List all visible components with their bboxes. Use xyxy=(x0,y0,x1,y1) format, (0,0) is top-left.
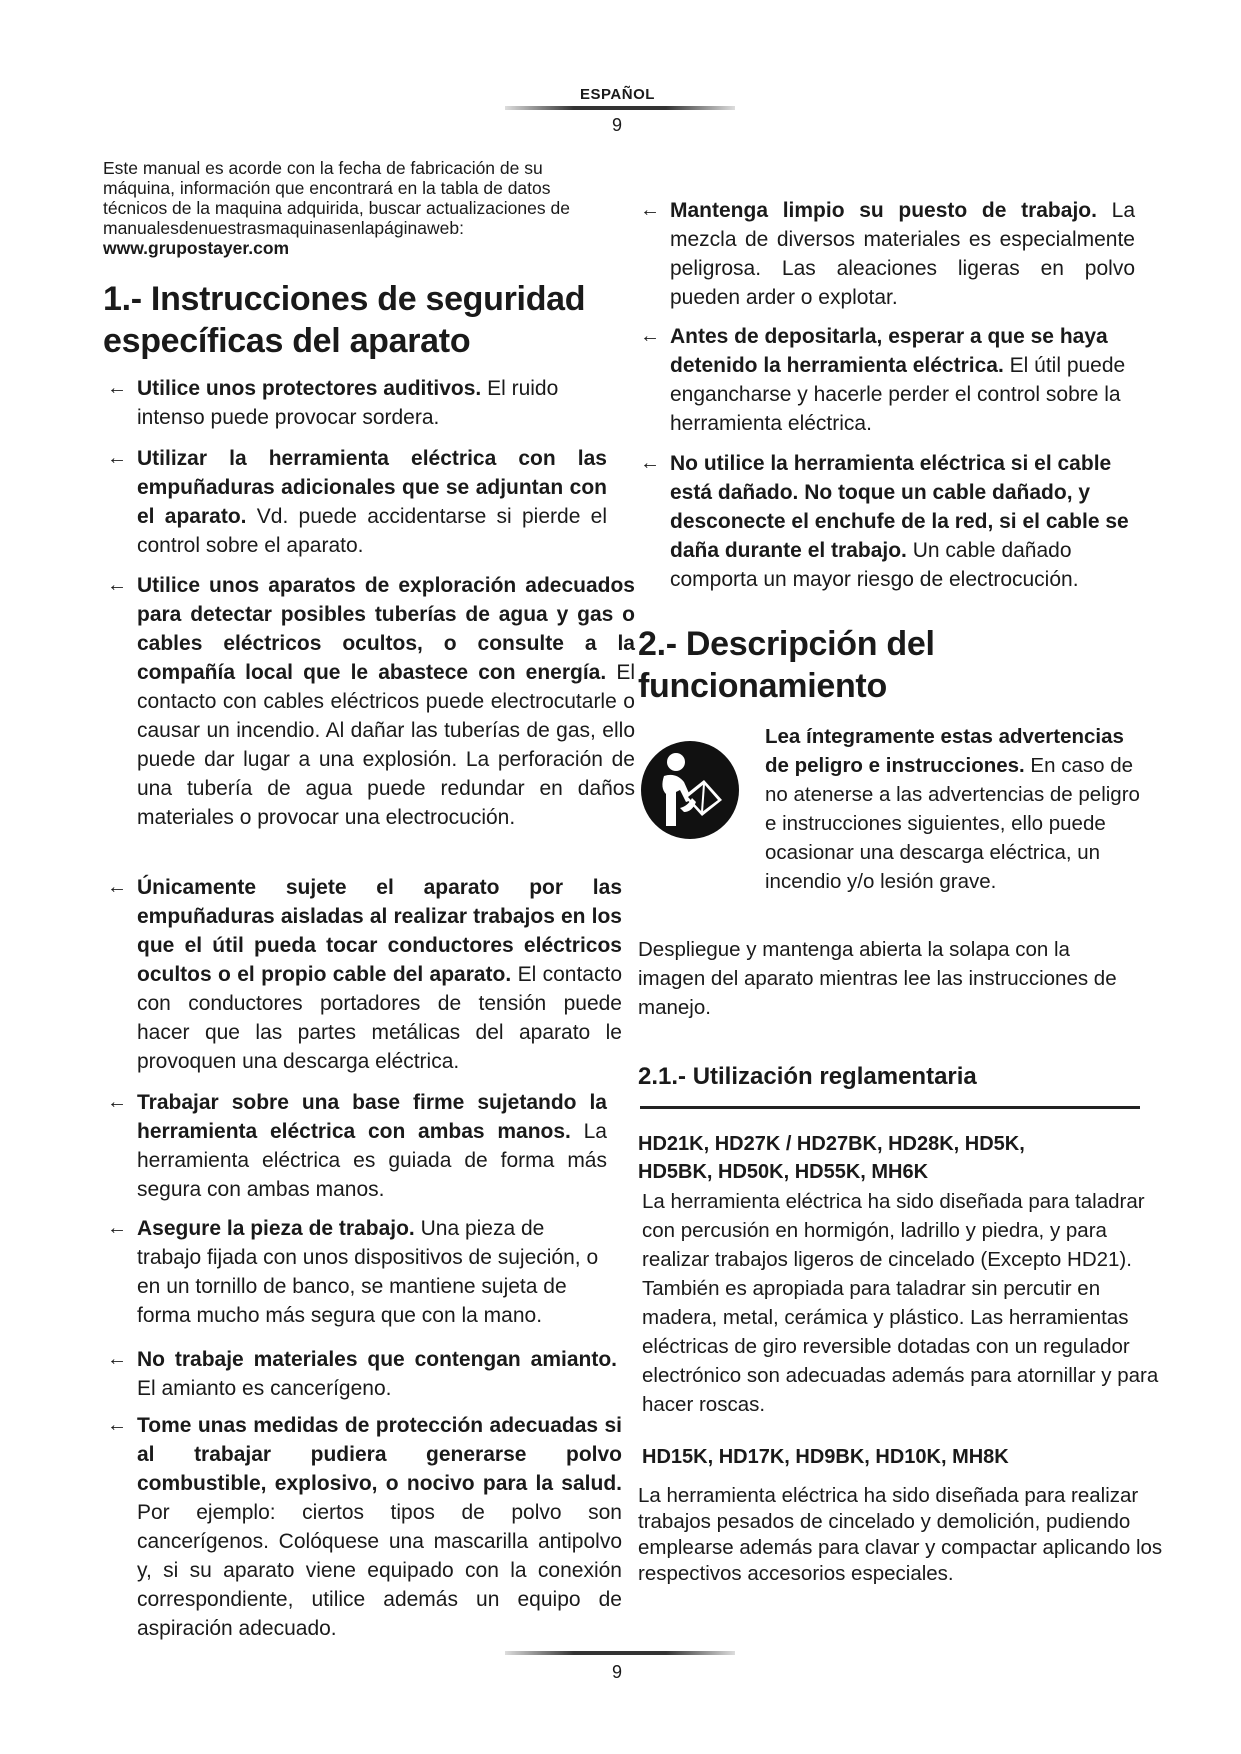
item-text: Vd. puede accidentarse si pierde el control sobre el aparato. xyxy=(137,505,607,557)
item-text: La herramienta eléctrica es guiada de forma más segura con ambas manos. xyxy=(137,1120,607,1201)
footer-rule xyxy=(505,1651,735,1655)
header-rule xyxy=(505,106,735,110)
warning-bold: Lea íntegramente estas advertencias de peligro e instrucciones. xyxy=(765,725,1124,777)
safety-item xyxy=(640,322,1140,438)
section1-title-line2: específicas del aparato xyxy=(103,322,471,360)
read-manual-icon xyxy=(640,740,740,840)
models-list-1: HD21K, HD27K / HD27BK, HD28K, HD5K, HD5BK, HD50K, HD55K, MH6K xyxy=(638,1133,1025,1183)
item-bold: Utilizar la herramienta eléctrica con las empuñaduras adicionales que se adjuntan con el aparato. xyxy=(137,447,607,528)
item-bold: Tome unas medidas de protección adecuadas si al trabajar pudiera generarse polvo combustible, explosivo, o nocivo para la salud. xyxy=(137,1414,622,1495)
safety-item xyxy=(107,1345,617,1403)
arrow-left-icon: ← xyxy=(107,1217,127,1239)
safety-item xyxy=(640,449,1140,594)
item-text: Un cable dañado comporta un mayor riesgo de electrocución. xyxy=(670,539,1079,591)
arrow-left-icon: ← xyxy=(107,377,127,399)
arrow-left-icon: ← xyxy=(107,876,127,898)
item-bold: Asegure la pieza de trabajo. xyxy=(137,1217,415,1240)
description-1: La herramienta eléctrica ha sido diseñada para taladrar con percusión en hormigón, ladrillo y piedra, y para realizar trabajos ligeros de cincelado (Excepto HD21). También es apropiada para taladrar sin percutir en madera, metal, cerámica y plástico. Las herramientas eléctricas de giro reversible dotadas con un regulador electrónico son adecuadas además para atornillar y para hacer roscas. xyxy=(642,1190,1159,1416)
description-2: La herramienta eléctrica ha sido diseñada para realizar trabajos pesados de cincelado y demolición, pudiendo emplearse además para clavar y compactar aplicando los respectivos accesorios especiales. xyxy=(638,1484,1163,1585)
item-bold: Utilice unos aparatos de exploración adecuados para detectar posibles tuberías de agua y gas o cables eléctricos ocultos, o consulte a la compañía local que le abastece con energía. xyxy=(137,574,635,684)
item-bold: Trabajar sobre una base firme sujetando la herramienta eléctrica con ambas manos. xyxy=(137,1091,607,1143)
website-link[interactable]: www.grupostayer.com xyxy=(103,238,290,258)
arrow-left-icon: ← xyxy=(107,1414,127,1436)
arrow-left-icon: ← xyxy=(107,1091,127,1113)
section2-title-line2: funcionamiento xyxy=(638,667,887,705)
intro-note xyxy=(103,158,643,258)
item-text: Una pieza de trabajo fijada con unos dispositivos de sujeción, o en un tornillo de banco, se mantiene sujeta de forma mucho más segura que con la mano. xyxy=(137,1217,599,1327)
arrow-left-icon: ← xyxy=(107,1348,127,1370)
item-bold: Únicamente sujete el aparato por las empuñaduras aisladas al realizar trabajos en los que el útil pueda tocar conductores eléctricos ocultos o el propio cable del aparato. xyxy=(137,876,622,986)
item-text: El ruido intenso puede provocar sordera. xyxy=(137,377,559,429)
section1-title-line1: 1.- Instrucciones de seguridad xyxy=(103,280,586,318)
item-text: El contacto con conductores portadores de tensión puede hacer que las partes metálicas del aparato le provoquen una descarga eléctrica. xyxy=(137,963,622,1073)
intro-line: técnicos de la maquina adquirida, buscar actualizaciones de xyxy=(103,198,570,218)
item-bold: Mantenga limpio su puesto de trabajo. xyxy=(670,199,1097,222)
section1-title xyxy=(103,278,643,362)
safety-item xyxy=(107,1214,612,1330)
subsection-title: 2.1.- Utilización reglamentaria xyxy=(638,1063,977,1090)
language-label: ESPAÑOL xyxy=(580,86,655,103)
item-bold: No utilice la herramienta eléctrica si el cable está dañado. No toque un cable dañado, y desconecte el enchufe de la red, si el cable se daña durante el trabajo. xyxy=(670,452,1129,562)
intro-line: máquina, información que encontrará en la tabla de datos xyxy=(103,178,551,198)
intro-line: Este manual es acorde con la fecha de fabricación de su xyxy=(103,158,543,178)
arrow-left-icon: ← xyxy=(640,325,660,347)
safety-item xyxy=(640,196,1135,312)
arrow-left-icon: ← xyxy=(640,452,660,474)
safety-item xyxy=(107,873,622,1076)
item-text: El útil puede engancharse y hacerle perder el control sobre la herramienta eléctrica. xyxy=(670,354,1126,435)
warning-body: En caso de no atenerse a las advertencias de peligro e instrucciones siguientes, ello puede ocasionar una descarga eléctrica, un incendio y/o lesión grave. xyxy=(765,754,1140,893)
safety-item xyxy=(107,1411,622,1643)
section2-title-line1: 2.- Descripción del xyxy=(638,625,935,663)
footer-page-number: 9 xyxy=(612,1662,623,1682)
item-text: El amianto es cancerígeno. xyxy=(137,1377,392,1400)
safety-item xyxy=(107,444,607,560)
header-page-number: 9 xyxy=(612,115,623,135)
item-bold: Utilice unos protectores auditivos. xyxy=(137,377,482,400)
unfold-text: Despliegue y mantenga abierta la solapa con la imagen del aparato mientras lee las instrucciones de manejo. xyxy=(638,938,1117,1019)
arrow-left-icon: ← xyxy=(107,574,127,596)
item-bold: Antes de depositarla, esperar a que se haya detenido la herramienta eléctrica. xyxy=(670,325,1108,377)
arrow-left-icon: ← xyxy=(107,447,127,469)
item-text: Por ejemplo: ciertos tipos de polvo son cancerígenos. Colóquese una mascarilla antipolvo y, si su aparato viene equipado con la conexión correspondiente, utilice además un equipo de aspiración adecuado. xyxy=(137,1501,622,1640)
warning-text xyxy=(765,722,1145,896)
safety-item xyxy=(107,374,607,432)
subsection-rule xyxy=(640,1106,1140,1109)
intro-line: manualesdenuestrasmaquinasenlapáginaweb: xyxy=(103,218,464,238)
models-list-2: HD15K, HD17K, HD9BK, HD10K, MH8K xyxy=(642,1446,1009,1468)
arrow-left-icon: ← xyxy=(640,199,660,221)
section2-title xyxy=(638,623,1138,707)
item-bold: No trabaje materiales que contengan amianto. xyxy=(137,1348,617,1371)
safety-item xyxy=(107,571,635,832)
item-text: La mezcla de diversos materiales es especialmente peligrosa. Las aleaciones ligeras en polvo pueden arder o explotar. xyxy=(670,199,1135,309)
item-text: El contacto con cables eléctricos puede electrocutarle o causar un incendio. Al dañar las tuberías de gas, ello puede dar lugar a una explosión. La perforación de una tubería de agua puede redundar en daños materiales o provocar una electrocución. xyxy=(137,661,635,829)
safety-item xyxy=(107,1088,607,1204)
